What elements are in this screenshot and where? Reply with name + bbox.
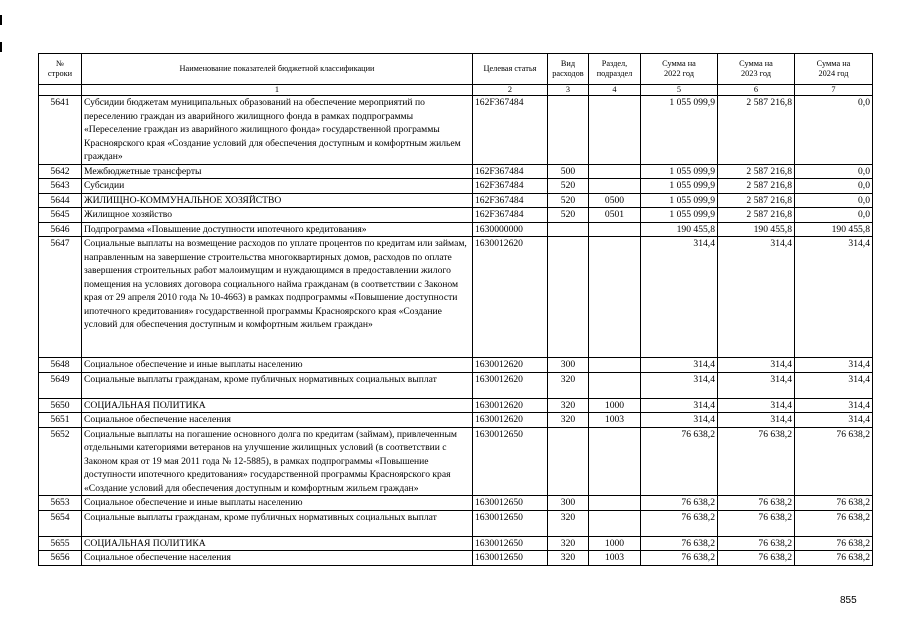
table-row — [39, 510, 873, 536]
row-amount-2022-cell: 1 055 099,9 — [641, 179, 718, 194]
col-header-2024: Сумма на 2024 год — [795, 54, 873, 85]
row-name-cell: Субсидии — [82, 179, 473, 194]
table-row — [39, 222, 873, 237]
table-row — [39, 179, 873, 194]
col-number: 2 — [473, 85, 548, 96]
row-number-cell: 5642 — [39, 164, 82, 179]
row-section-cell — [589, 96, 641, 165]
row-expense-type-cell: 520 — [548, 193, 589, 208]
row-expense-type-cell: 320 — [548, 398, 589, 413]
row-expense-type-cell: 320 — [548, 551, 589, 566]
col-header-2022: Сумма на 2022 год — [641, 54, 718, 85]
row-amount-2024-cell: 0,0 — [795, 96, 873, 165]
row-amount-2024-cell: 0,0 — [795, 208, 873, 223]
table-row — [39, 372, 873, 398]
col-header-row-number: № строки — [39, 54, 82, 85]
table-row — [39, 496, 873, 511]
col-header-section: Раздел, подраздел — [589, 54, 641, 85]
row-amount-2024-cell: 314,4 — [795, 398, 873, 413]
table-body — [39, 96, 873, 566]
row-section-cell: 0501 — [589, 208, 641, 223]
header-row — [39, 54, 873, 85]
row-amount-2023-cell: 76 638,2 — [718, 496, 795, 511]
row-name-cell: СОЦИАЛЬНАЯ ПОЛИТИКА — [82, 536, 473, 551]
row-number-cell: 5652 — [39, 427, 82, 496]
row-section-cell: 1000 — [589, 536, 641, 551]
col-header-expense-type: Вид расходов — [548, 54, 589, 85]
row-target-cell: 1630012650 — [473, 551, 548, 566]
row-amount-2022-cell: 190 455,8 — [641, 222, 718, 237]
row-number-cell: 5651 — [39, 413, 82, 428]
row-amount-2023-cell: 314,4 — [718, 372, 795, 398]
table-row — [39, 536, 873, 551]
row-amount-2023-cell: 76 638,2 — [718, 510, 795, 536]
row-amount-2022-cell: 314,4 — [641, 358, 718, 373]
row-target-cell: 1630012620 — [473, 358, 548, 373]
row-section-cell — [589, 510, 641, 536]
row-expense-type-cell — [548, 222, 589, 237]
row-section-cell — [589, 427, 641, 496]
row-amount-2022-cell: 314,4 — [641, 237, 718, 358]
row-name-cell: Социальные выплаты гражданам, кроме публичных нормативных социальных выплат — [82, 510, 473, 536]
row-number-cell: 5644 — [39, 193, 82, 208]
col-header-2023: Сумма на 2023 год — [718, 54, 795, 85]
row-name-cell: Межбюджетные трансферты — [82, 164, 473, 179]
row-amount-2024-cell: 76 638,2 — [795, 536, 873, 551]
row-amount-2024-cell: 76 638,2 — [795, 551, 873, 566]
row-amount-2023-cell: 76 638,2 — [718, 551, 795, 566]
scan-edge-mark — [0, 42, 2, 52]
row-section-cell — [589, 496, 641, 511]
row-amount-2023-cell: 314,4 — [718, 413, 795, 428]
row-amount-2024-cell: 314,4 — [795, 237, 873, 358]
row-section-cell — [589, 358, 641, 373]
row-expense-type-cell: 320 — [548, 372, 589, 398]
row-expense-type-cell — [548, 96, 589, 165]
row-section-cell — [589, 237, 641, 358]
col-number: 5 — [641, 85, 718, 96]
row-section-cell: 1003 — [589, 413, 641, 428]
row-expense-type-cell: 320 — [548, 413, 589, 428]
col-header-name: Наименование показателей бюджетной классификации — [82, 54, 473, 85]
row-amount-2022-cell: 314,4 — [641, 398, 718, 413]
row-number-cell: 5648 — [39, 358, 82, 373]
table-row — [39, 427, 873, 496]
row-amount-2023-cell: 2 587 216,8 — [718, 208, 795, 223]
table-row — [39, 551, 873, 566]
row-number-cell: 5641 — [39, 96, 82, 165]
row-name-cell: ЖИЛИЩНО-КОММУНАЛЬНОЕ ХОЗЯЙСТВО — [82, 193, 473, 208]
row-amount-2022-cell: 1 055 099,9 — [641, 96, 718, 165]
row-amount-2023-cell: 314,4 — [718, 398, 795, 413]
row-section-cell — [589, 222, 641, 237]
col-header-target: Целевая статья — [473, 54, 548, 85]
row-target-cell: 1630012620 — [473, 413, 548, 428]
row-number-cell: 5650 — [39, 398, 82, 413]
row-amount-2024-cell: 0,0 — [795, 193, 873, 208]
table-row — [39, 237, 873, 358]
row-target-cell: 1630012650 — [473, 427, 548, 496]
col-number: 6 — [718, 85, 795, 96]
row-number-cell: 5654 — [39, 510, 82, 536]
row-amount-2022-cell: 314,4 — [641, 372, 718, 398]
row-amount-2024-cell: 314,4 — [795, 372, 873, 398]
row-amount-2022-cell: 1 055 099,9 — [641, 193, 718, 208]
row-amount-2024-cell: 76 638,2 — [795, 427, 873, 496]
col-number: 7 — [795, 85, 873, 96]
row-expense-type-cell: 500 — [548, 164, 589, 179]
row-expense-type-cell: 520 — [548, 208, 589, 223]
row-target-cell: 1630000000 — [473, 222, 548, 237]
row-amount-2023-cell: 190 455,8 — [718, 222, 795, 237]
row-amount-2022-cell: 314,4 — [641, 413, 718, 428]
row-amount-2024-cell: 314,4 — [795, 413, 873, 428]
row-amount-2023-cell: 76 638,2 — [718, 536, 795, 551]
row-section-cell — [589, 164, 641, 179]
row-amount-2022-cell: 1 055 099,9 — [641, 164, 718, 179]
table-row — [39, 96, 873, 165]
row-expense-type-cell — [548, 427, 589, 496]
row-amount-2023-cell: 2 587 216,8 — [718, 193, 795, 208]
col-number: 1 — [82, 85, 473, 96]
table-row — [39, 208, 873, 223]
row-amount-2023-cell: 2 587 216,8 — [718, 179, 795, 194]
row-target-cell: 162F367484 — [473, 208, 548, 223]
row-amount-2023-cell: 76 638,2 — [718, 427, 795, 496]
row-section-cell: 0500 — [589, 193, 641, 208]
row-expense-type-cell: 320 — [548, 536, 589, 551]
row-expense-type-cell: 300 — [548, 496, 589, 511]
row-name-cell: Социальное обеспечение и иные выплаты населению — [82, 358, 473, 373]
table-row — [39, 413, 873, 428]
row-number-cell: 5647 — [39, 237, 82, 358]
row-name-cell: Субсидии бюджетам муниципальных образований на обеспечение мероприятий по переселению граждан из аварийного жилищного фонда в рамках подпрограммы «Переселение граждан из аварийного жилищного фонда» государственной программы Красноярского края «Создание условий для обеспечения доступным и комфортным жильем граждан» — [82, 96, 473, 165]
row-section-cell — [589, 372, 641, 398]
row-number-cell: 5646 — [39, 222, 82, 237]
row-amount-2023-cell: 314,4 — [718, 358, 795, 373]
col-number: 3 — [548, 85, 589, 96]
page-number: 855 — [840, 595, 857, 606]
row-amount-2023-cell: 314,4 — [718, 237, 795, 358]
table-row — [39, 358, 873, 373]
scan-edge-mark — [0, 15, 2, 25]
row-amount-2024-cell: 76 638,2 — [795, 510, 873, 536]
row-number-cell: 5653 — [39, 496, 82, 511]
row-target-cell: 1630012650 — [473, 510, 548, 536]
table-row — [39, 398, 873, 413]
row-name-cell: Социальные выплаты на погашение основного долга по кредитам (займам), привлеченным отдельными категориями ветеранов на улучшение жилищных условий (в соответствии с Законом края от 19 мая 2011 года № 12-5885), в рамках подпрограммы «Повышение доступности ипотечного кредитования» государственной программы Красноярского края «Создание условий для обеспечения доступным и комфортным жильем граждан» — [82, 427, 473, 496]
row-expense-type-cell: 320 — [548, 510, 589, 536]
row-amount-2022-cell: 1 055 099,9 — [641, 208, 718, 223]
row-amount-2024-cell: 0,0 — [795, 164, 873, 179]
row-amount-2024-cell: 314,4 — [795, 358, 873, 373]
row-target-cell: 162F367484 — [473, 179, 548, 194]
row-target-cell: 1630012650 — [473, 536, 548, 551]
row-number-cell: 5649 — [39, 372, 82, 398]
row-number-cell: 5643 — [39, 179, 82, 194]
row-expense-type-cell: 520 — [548, 179, 589, 194]
row-name-cell: Социальное обеспечение населения — [82, 413, 473, 428]
row-section-cell: 1000 — [589, 398, 641, 413]
row-amount-2022-cell: 76 638,2 — [641, 427, 718, 496]
column-number-row — [39, 85, 873, 96]
row-amount-2022-cell: 76 638,2 — [641, 536, 718, 551]
row-expense-type-cell — [548, 237, 589, 358]
row-expense-type-cell: 300 — [548, 358, 589, 373]
row-section-cell: 1003 — [589, 551, 641, 566]
table-row — [39, 164, 873, 179]
row-amount-2022-cell: 76 638,2 — [641, 510, 718, 536]
row-amount-2023-cell: 2 587 216,8 — [718, 96, 795, 165]
row-name-cell: Жилищное хозяйство — [82, 208, 473, 223]
row-amount-2024-cell: 0,0 — [795, 179, 873, 194]
row-name-cell: Подпрограмма «Повышение доступности ипотечного кредитования» — [82, 222, 473, 237]
row-name-cell: СОЦИАЛЬНАЯ ПОЛИТИКА — [82, 398, 473, 413]
table-row — [39, 193, 873, 208]
row-target-cell: 1630012620 — [473, 237, 548, 358]
row-name-cell: Социальные выплаты гражданам, кроме публичных нормативных социальных выплат — [82, 372, 473, 398]
row-name-cell: Социальные выплаты на возмещение расходов по уплате процентов по кредитам или займам, направленным на завершение строительства многоквартирных домов, расходов по оплате завершения строительных работ малоимущим и нуждающимся в предоставлении жилого помещения на условиях договора социального найма гражданам (в соответствии с Законом края от 29 апреля 2010 года № 10-4663) в рамках подпрограммы «Повышение доступности ипотечного кредитования» государственной программы Красноярского края «Создание условий для обеспечения доступным и комфортным жильем граждан» — [82, 237, 473, 358]
row-amount-2022-cell: 76 638,2 — [641, 496, 718, 511]
row-amount-2024-cell: 190 455,8 — [795, 222, 873, 237]
col-number: 4 — [589, 85, 641, 96]
row-target-cell: 162F367484 — [473, 193, 548, 208]
row-name-cell: Социальное обеспечение населения — [82, 551, 473, 566]
row-target-cell: 1630012620 — [473, 398, 548, 413]
row-target-cell: 1630012650 — [473, 496, 548, 511]
row-number-cell: 5655 — [39, 536, 82, 551]
col-number — [39, 85, 82, 96]
row-amount-2024-cell: 76 638,2 — [795, 496, 873, 511]
row-section-cell — [589, 179, 641, 194]
row-name-cell: Социальное обеспечение и иные выплаты населению — [82, 496, 473, 511]
row-target-cell: 1630012620 — [473, 372, 548, 398]
row-target-cell: 162F367484 — [473, 164, 548, 179]
row-amount-2022-cell: 76 638,2 — [641, 551, 718, 566]
row-target-cell: 162F367484 — [473, 96, 548, 165]
row-number-cell: 5656 — [39, 551, 82, 566]
budget-table — [38, 53, 873, 566]
row-amount-2023-cell: 2 587 216,8 — [718, 164, 795, 179]
row-number-cell: 5645 — [39, 208, 82, 223]
